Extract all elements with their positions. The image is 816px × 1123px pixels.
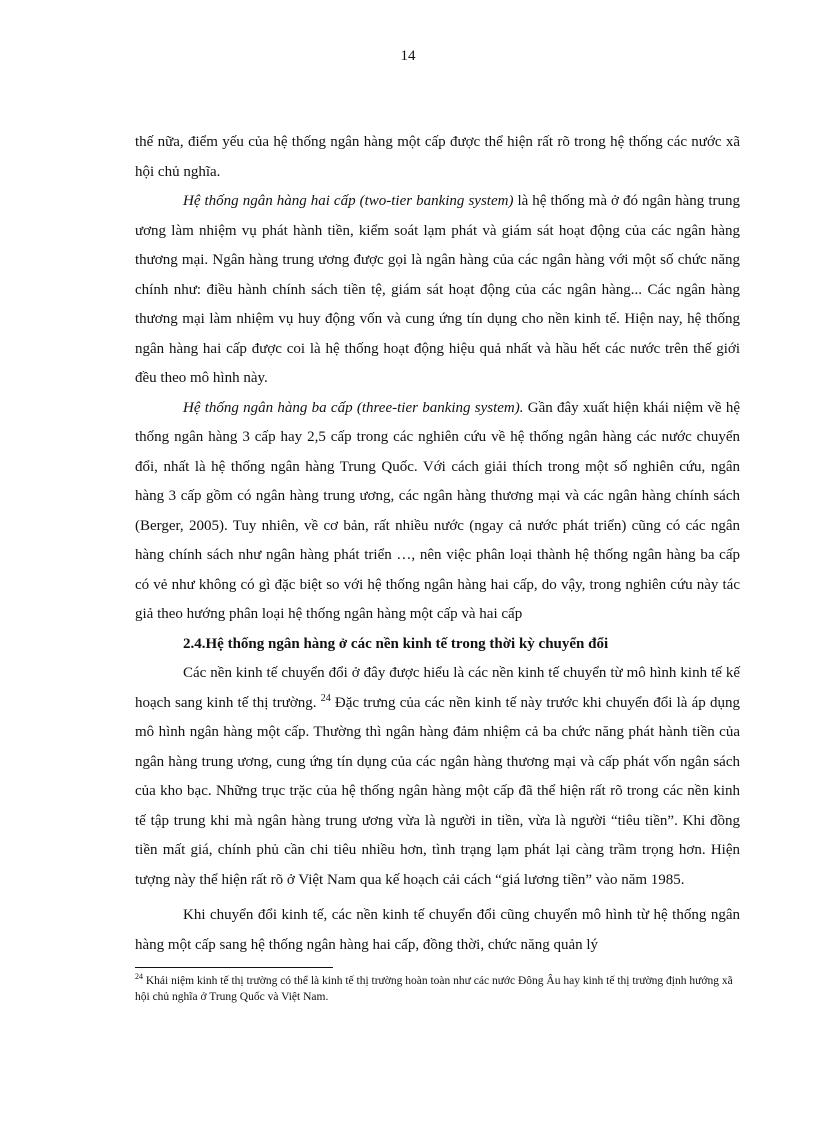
term-two-tier: Hệ thống ngân hàng hai cấp (two-tier banking system) — [183, 193, 514, 209]
footnote — [135, 973, 740, 1005]
footnote-text: Khái niệm kinh tế thị trường có thể là kinh tế thị trường hoàn toàn như các nước Đông Âu hay kinh tế thị trường định hướng xã hội chủ nghĩa ở Trung Quốc và Việt Nam. — [135, 975, 733, 1003]
paragraph-transition — [135, 659, 740, 895]
paragraph-final: Khi chuyển đổi kinh tế, các nền kinh tế chuyển đổi cũng chuyển mô hình từ hệ thống ngân hàng một cấp sang hệ thống ngân hàng hai cấp, đồng thời, chức năng quản lý — [135, 907, 740, 953]
paragraph-continuation: thế nữa, điểm yếu của hệ thống ngân hàng một cấp được thể hiện rất rõ trong hệ thống các nước xã hội chủ nghĩa. — [135, 134, 740, 180]
footnote-divider — [135, 967, 333, 968]
footnote-number: 24 — [135, 972, 143, 982]
paragraph-two-tier-text: là hệ thống mà ở đó ngân hàng trung ương làm nhiệm vụ phát hành tiền, kiểm soát lạm phát và giám sát hoạt động của các ngân hàng thương mại. Ngân hàng trung ương được gọi là ngân hàng của các ngân hàng với một số chức năng chính như: điều hành chính sách tiền tệ, giám sát hoạt động của các ngân hàng... Các ngân hàng thương mại làm nhiệm vụ huy động vốn và cung ứng tín dụng cho nền kinh tế. Hiện nay, hệ thống ngân hàng hai cấp được coi là hệ thống hoạt động hiệu quả nhất và hầu hết các nước trên thế giới đều theo mô hình này. — [135, 193, 740, 386]
term-three-tier: Hệ thống ngân hàng ba cấp (three-tier banking system). — [183, 399, 524, 416]
paragraph-transition-text-a: Các nền kinh tế chuyển đổi ở đây được hiểu là các nền kinh tế chuyển từ mô hình kinh tế kế hoạch sang kinh tế thị trường. — [135, 665, 740, 711]
paragraph-transition-text-b: Đặc trưng của các nền kinh tế này trước khi chuyển đổi là áp dụng mô hình ngân hàng một cấp. Thường thì ngân hàng đảm nhiệm cả ba chức năng phát hành tiền của ngân hàng trung ương, cung ứng tín dụng của các ngân hàng thương mại và cấp phát vốn ngân sách của kho bạc. Những trục trặc của hệ thống ngân hàng một cấp đã thể hiện rất rõ trong các nền kinh tế tập trung khi mà ngân hàng trung ương vừa là người in tiền, vừa là người “tiêu tiền”. Khi đồng tiền mất giá, chính phủ cần chi tiêu nhiều hơn, tình trạng lạm phát lại càng trầm trọng hơn. Hiện tượng này thể hiện rất rõ ở Việt Nam qua kế hoạch cải cách “giá lương tiền” vào năm 1985. — [135, 694, 740, 888]
paragraph-three-tier — [135, 394, 740, 630]
section-heading: 2.4.Hệ thống ngân hàng ở các nền kinh tế trong thời kỳ chuyển đổi — [183, 635, 609, 652]
paragraph-two-tier — [135, 187, 740, 394]
body-text — [135, 128, 740, 960]
paragraph-three-tier-text: Gần đây xuất hiện khái niệm về hệ thống ngân hàng 3 cấp hay 2,5 cấp trong các nghiên cứu về hệ thống ngân hàng các nước chuyển đổi, nhất là hệ thống ngân hàng Trung Quốc. Với cách giải thích trong một số nghiên cứu, ngân hàng 3 cấp gồm có ngân hàng trung ương, các ngân hàng thương mại và các ngân hàng chính sách (Berger, 2005). Tuy nhiên, về cơ bản, rất nhiều nước (ngay cả nước phát triển) cũng có các ngân hàng chính sách như ngân hàng phát triển …, nên việc phân loại thành hệ thống ngân hàng ba cấp có vẻ như không có gì đặc biệt so với hệ thống ngân hàng hai cấp, do vậy, trong nghiên cứu này tác giả theo hướng phân loại hệ thống ngân hàng một cấp và hai cấp — [135, 399, 740, 622]
footnote-ref[interactable]: 24 — [320, 692, 331, 704]
page-number: 14 — [400, 48, 416, 64]
